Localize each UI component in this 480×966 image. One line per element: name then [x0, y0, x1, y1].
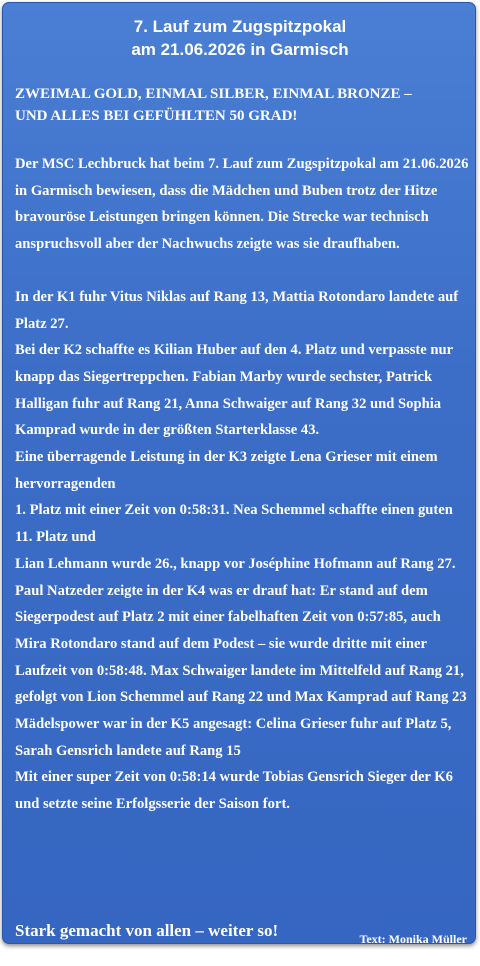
results-k3-part1: Eine überragende Leistung in der K3 zeigte Lena Grieser mit einem hervorragenden [15, 449, 438, 492]
results-k1: In der K1 fuhr Vitus Niklas auf Rang 13, Mattia Rotondaro landete auf Platz 27. [15, 288, 459, 332]
results-k6: Mit einer super Zeit von 0:58:14 wurde Tobias Gensrich Sieger der K6 und setzte seine Erfolgsserie der Saison fort. [15, 769, 453, 813]
article-body [15, 151, 470, 818]
paragraph-spacer [15, 258, 470, 284]
results-k3-part3: Lian Lehmann wurde 26., knapp vor Joséphine Hofmann auf Rang 27. [15, 555, 456, 572]
results-k2: Bei der K2 schaffte es Kilian Huber auf den 4. Platz und verpasste nur knapp das Siegertreppchen. Fabian Marby wurde sechster, Patrick Halligan fuhr auf Rang 21, Anna Schwaiger auf Rang 32 und Sophia Kamprad wurde in der größten Starterklasse 43. [15, 342, 453, 439]
title-line-1: 7. Lauf zum Zugspitzpokal [133, 17, 347, 36]
article-title [3, 15, 477, 61]
results-k5: Mädelspower war in der K5 angesagt: Celina Grieser fuhr auf Platz 5, Sarah Gensrich landete auf Rang 15 [15, 716, 452, 759]
closing-line: Stark gemacht von allen – weiter so! [15, 921, 279, 940]
headline-line-1: ZWEIMAL GOLD, EINMAL SILBER, EINMAL BRONZE – [15, 86, 412, 102]
headline-line-2: UND ALLES BEI GEFÜHLTEN 50 GRAD! [15, 108, 298, 124]
results-k3-part2: 1. Platz mit einer Zeit von 0:58:31. Nea Schemmel schaffte einen guten 11. Platz und [15, 502, 453, 546]
results-k4: Paul Natzeder zeigte in der K4 was er drauf hat: Er stand auf dem Siegerpodest auf Platz 2 mit einer fabelhaften Zeit von 0:57:85, auch Mira Rotondaro stand auf dem Podest – sie wurde dritte mit einer Laufzeit von 0:58:48. Max Schwaiger landete im Mittelfeld auf Rang 21, gefolgt von Lion Schemmel auf Rang 22 und Max Kamprad auf Rang 23 [15, 582, 467, 706]
article-card [2, 2, 476, 944]
article-headline [15, 83, 467, 127]
intro-paragraph: Der MSC Lechbruck hat beim 7. Lauf zum Zugspitzpokal am 21.06.2026 in Garmisch bewiesen, dass die Mädchen und Buben trotz der Hitze bravouröse Leistungen bringen können. Die Strecke war technisch anspruchsvoll aber der Nachwuchs zeigte was sie draufhaben. [15, 156, 469, 253]
title-line-2: am 21.06.2026 in Garmisch [131, 40, 349, 59]
author-credit: Text: Monika Müller [359, 932, 467, 946]
